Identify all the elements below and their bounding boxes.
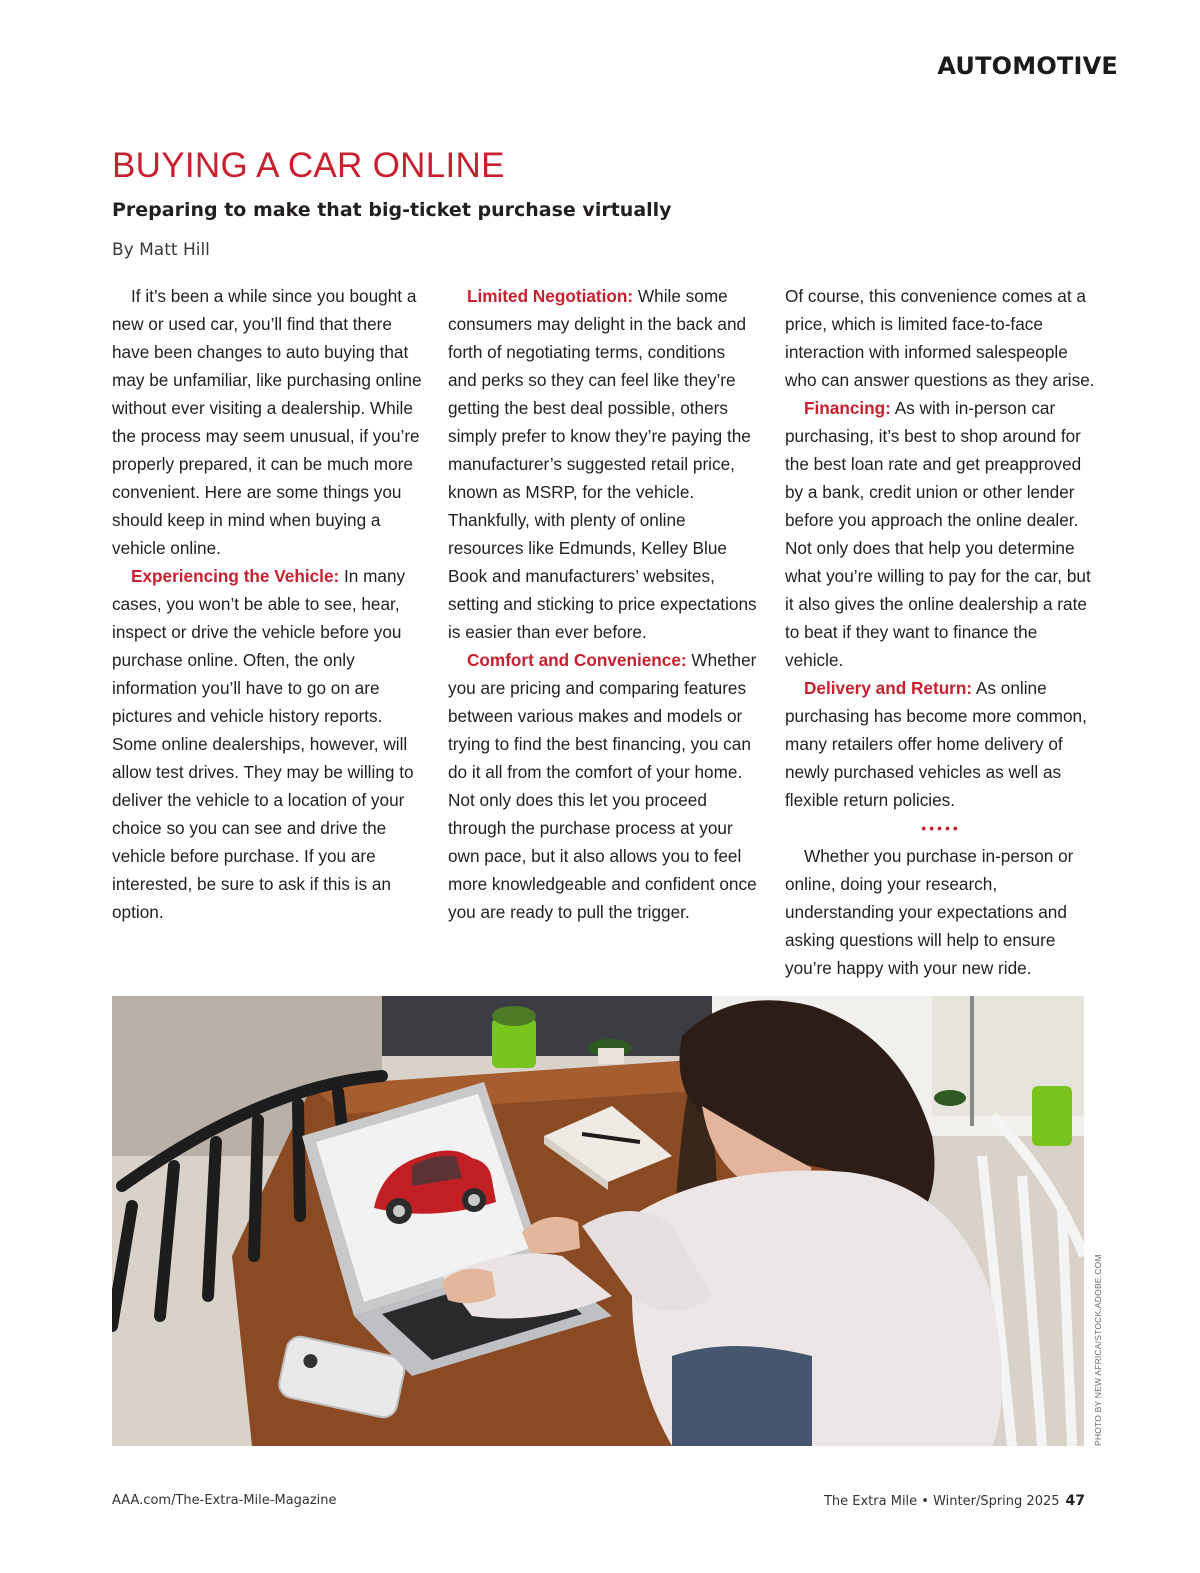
photo-illustration bbox=[112, 996, 1084, 1446]
paragraph-negotiation bbox=[448, 282, 758, 646]
article-subtitle: Preparing to make that big-ticket purchase virtually bbox=[112, 199, 672, 221]
section-label: AUTOMOTIVE bbox=[937, 52, 1118, 80]
heading-delivery: Delivery and Return: bbox=[804, 678, 973, 698]
article-photo bbox=[112, 996, 1084, 1446]
body-financing: As with in-person car purchasing, it’s best to shop around for the best loan rate and get preapproved by a bank, credit union or other lender before you approach the online dealer. Not only does that help you determine what you’re willing to pay for the car, but it also gives the online dealership a rate to beat if they want to finance the vehicle. bbox=[785, 398, 1091, 670]
paragraph-intro: If it’s been a while since you bought a new or used car, you’ll find that there have been changes to auto buying that may be unfamiliar, like purchasing online without ever visiting a dealership. While the process may seem unusual, if you’re properly prepared, it can be much more convenient. Here are some things you should keep in mind when buying a vehicle online. bbox=[112, 286, 422, 558]
paragraph-closing: Whether you purchase in-person or online, doing your research, understanding your expectations and asking questions will help to ensure you’re happy with your new ride. bbox=[785, 846, 1074, 978]
heading-comfort: Comfort and Convenience: bbox=[467, 650, 687, 670]
heading-financing: Financing: bbox=[804, 398, 891, 418]
heading-negotiation: Limited Negotiation: bbox=[467, 286, 634, 306]
paragraph-comfort bbox=[448, 646, 758, 926]
paragraph-financing bbox=[785, 394, 1097, 674]
body-delivery: As online purchasing has become more common, many retailers offer home delivery of newly purchased vehicles as well as flexible return policies. bbox=[785, 678, 1087, 810]
article-column-1 bbox=[112, 282, 422, 926]
article-column-3 bbox=[785, 282, 1097, 982]
footer-url: AAA.com/The-Extra-Mile-Magazine bbox=[112, 1493, 337, 1508]
paragraph-delivery bbox=[785, 674, 1097, 814]
article-title: BUYING A CAR ONLINE bbox=[112, 146, 505, 185]
footer-publication: The Extra Mile • Winter/Spring 2025 bbox=[823, 1494, 1060, 1509]
heading-experiencing: Experiencing the Vehicle: bbox=[131, 566, 340, 586]
article-byline: By Matt Hill bbox=[112, 240, 210, 260]
paragraph-experiencing bbox=[112, 562, 422, 926]
footer-publication-info bbox=[824, 1493, 1085, 1509]
photo-credit: PHOTO BY NEW AFRICA/STOCK.ADOBE.COM bbox=[1093, 1254, 1103, 1446]
article-column-2 bbox=[448, 282, 758, 926]
body-comfort: Whether you are pricing and comparing features between various makes and models or trying to find the best financing, you can do it all from the comfort of your home. Not only does this let you proceed through the purchase process at your own pace, but it also allows you to feel more knowledgeable and confident once you are ready to pull the trigger. bbox=[448, 650, 757, 922]
body-experiencing: In many cases, you won’t be able to see, hear, inspect or drive the vehicle before you purchase online. Often, the only information you’ll have to go on are pictures and vehicle history reports. Some online dealerships, however, will allow test drives. They may be willing to deliver the vehicle to a location of your choice so you can see and drive the vehicle before purchase. If you are interested, be sure to ask if this is an option. bbox=[112, 566, 414, 922]
body-negotiation: While some consumers may delight in the back and forth of negotiating terms, conditions and perks so they can feel like they’re getting the best deal possible, others simply prefer to know they’re paying the manufacturer’s suggested retail price, known as MSRP, for the vehicle. Thankfully, with plenty of online resources like Edmunds, Kelley Blue Book and manufacturers’ websites, setting and sticking to price expectations is easier than ever before. bbox=[448, 286, 757, 642]
paragraph-continued: Of course, this convenience comes at a price, which is limited face-to-face interaction with informed salespeople who can answer questions as they arise. bbox=[785, 286, 1095, 390]
page-number: 47 bbox=[1065, 1493, 1085, 1509]
section-separator: ••••• bbox=[921, 820, 961, 836]
